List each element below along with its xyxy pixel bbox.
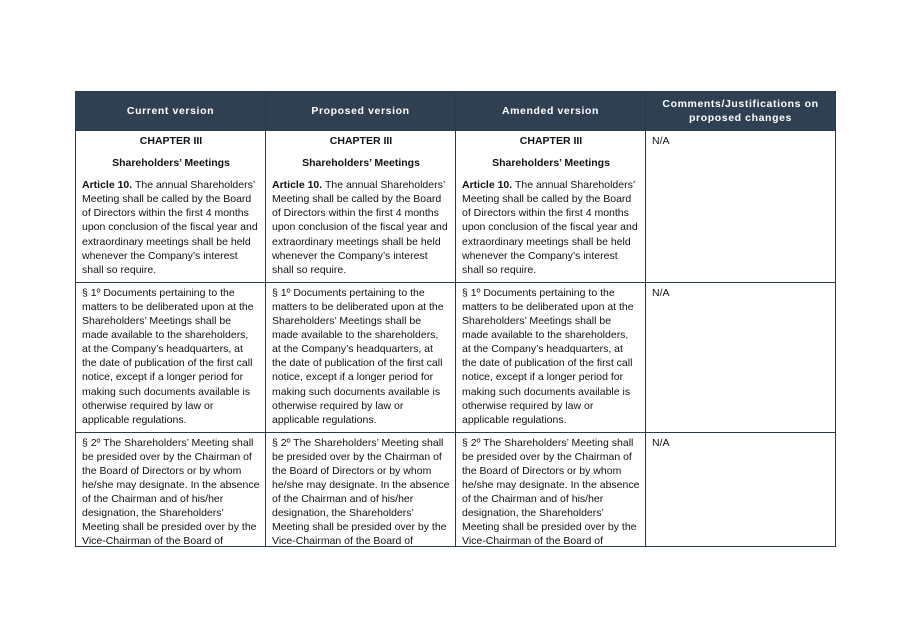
header-comments: Comments/Justifications on proposed changes <box>646 92 836 131</box>
cell-amended <box>456 131 646 283</box>
cell-comment: N/A <box>646 282 836 432</box>
table-row <box>76 282 836 432</box>
table-header-row <box>76 92 836 131</box>
article-text <box>272 178 450 277</box>
cell-proposed <box>266 432 456 546</box>
cell-comment <box>646 131 836 283</box>
article-label: Article 10. <box>462 179 513 192</box>
table-row <box>76 131 836 283</box>
article-body: The annual Shareholders’ Meeting shall be called by the Board of Directors within the first 4 months upon conclusion of the fiscal year and extraordinary meetings shall be held whenever the Company’s interest shall so require. <box>462 179 638 276</box>
cell-current: § 1º Documents pertaining to the matters to be deliberated upon at the Shareholders’ Meetings shall be made available to the shareholders, at the Company’s headquarters, at the date of publication of the first call notice, except if a longer period for making such documents available is otherwise required by law or applicable regulations. <box>76 282 266 432</box>
header-proposed-version: Proposed version <box>266 92 456 131</box>
cell-current <box>76 432 266 546</box>
article-text <box>462 178 640 277</box>
article-label: Article 10. <box>82 179 133 192</box>
section-heading: Shareholders’ Meetings <box>302 157 420 170</box>
cell-text: § 2º The Shareholders’ Meeting shall be presided over by the Chairman of the Board of Directors or by whom he/she may designate. In the absence of the Chairman and of his/her designation, the Shareholders’ Meeting shall be presided over by the Vice-Chairman of the Board of <box>272 436 450 548</box>
cell-proposed: § 1º Documents pertaining to the matters to be deliberated upon at the Shareholders’ Meetings shall be made available to the shareholders, at the Company’s headquarters, at the date of publication of the first call notice, except if a longer period for making such documents available is otherwise required by law or applicable regulations. <box>266 282 456 432</box>
chapter-heading: CHAPTER III <box>519 135 583 147</box>
section-heading: Shareholders’ Meetings <box>492 157 610 170</box>
cell-amended <box>456 432 646 546</box>
article-body: The annual Shareholders’ Meeting shall be called by the Board of Directors within the first 4 months upon conclusion of the fiscal year and extraordinary meetings shall be held whenever the Company’s interest shall so require. <box>82 179 258 276</box>
cell-comment <box>646 432 836 546</box>
comment-text: N/A <box>652 135 670 147</box>
header-amended-version: Amended version <box>456 92 646 131</box>
article-label: Article 10. <box>272 179 323 192</box>
cell-proposed <box>266 131 456 283</box>
chapter-heading: CHAPTER III <box>329 135 393 147</box>
header-current-version: Current version <box>76 92 266 131</box>
cell-text: N/A <box>652 436 670 449</box>
table-row <box>76 432 836 546</box>
amendment-comparison-table <box>75 91 836 547</box>
section-heading: Shareholders’ Meetings <box>112 157 230 170</box>
article-text <box>82 178 260 277</box>
cell-current <box>76 131 266 283</box>
cell-amended: § 1º Documents pertaining to the matters to be deliberated upon at the Shareholders’ Meetings shall be made available to the shareholders, at the Company’s headquarters, at the date of publication of the first call notice, except if a longer period for making such documents available is otherwise required by law or applicable regulations. <box>456 282 646 432</box>
cell-text: § 2º The Shareholders’ Meeting shall be presided over by the Chairman of the Board of Directors or by whom he/she may designate. In the absence of the Chairman and of his/her designation, the Shareholders’ Meeting shall be presided over by the Vice-Chairman of the Board of <box>82 436 260 548</box>
cell-text: § 2º The Shareholders’ Meeting shall be presided over by the Chairman of the Board of Directors or by whom he/she may designate. In the absence of the Chairman and of his/her designation, the Shareholders’ Meeting shall be presided over by the Vice-Chairman of the Board of <box>462 436 640 548</box>
article-body: The annual Shareholders’ Meeting shall be called by the Board of Directors within the first 4 months upon conclusion of the fiscal year and extraordinary meetings shall be held whenever the Company’s interest shall so require. <box>272 179 448 276</box>
chapter-heading: CHAPTER III <box>139 135 203 147</box>
